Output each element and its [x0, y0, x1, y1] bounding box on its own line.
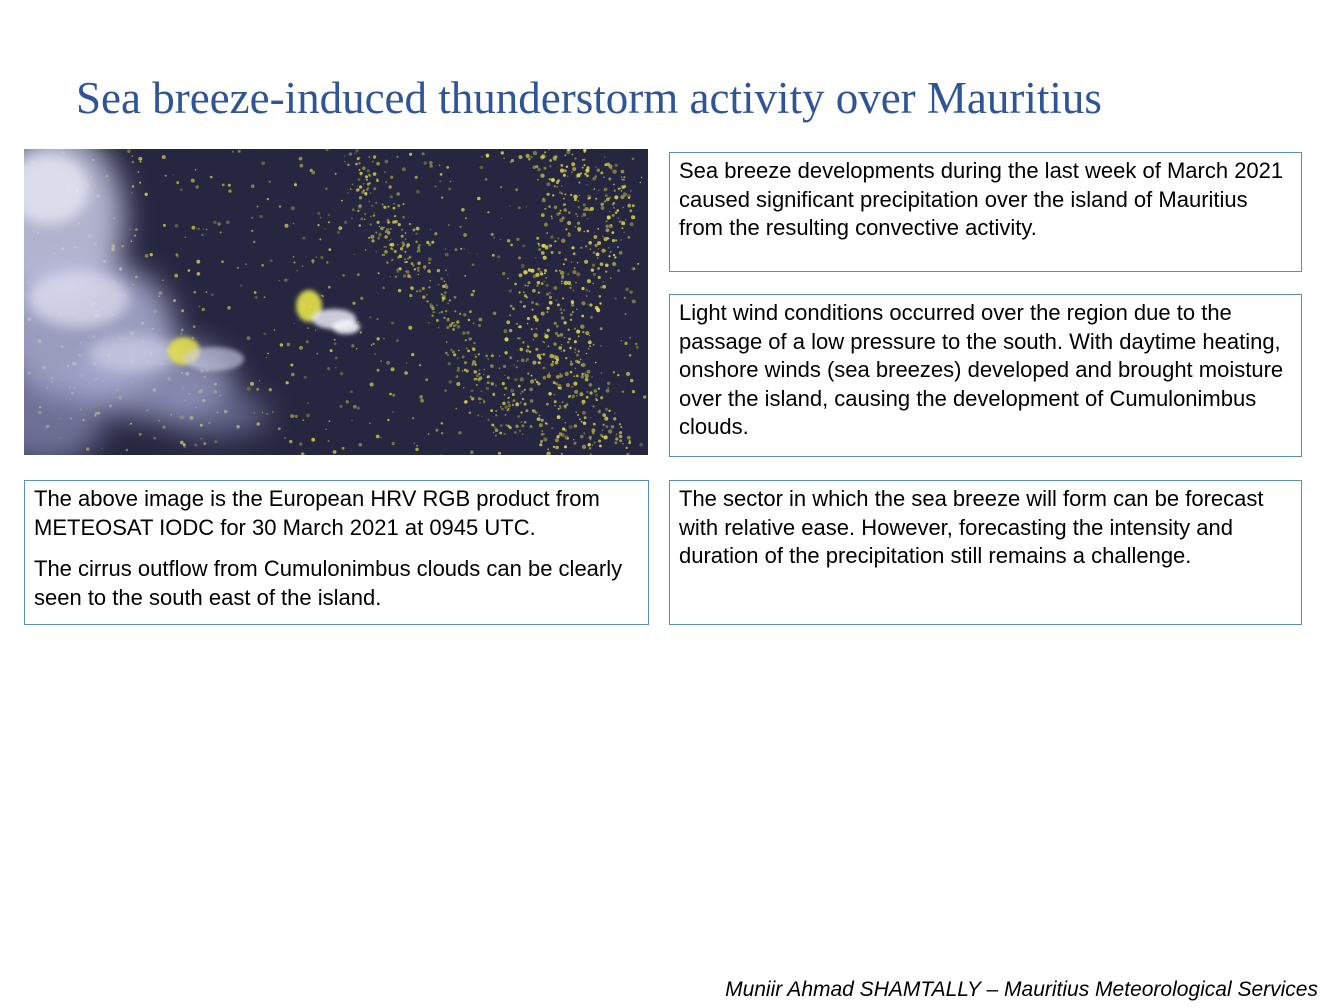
- conditions-text-box: [669, 294, 1302, 457]
- cirrus-outflow-text: The cirrus outflow from Cumulonimbus clouds can be clearly seen to the south east of the island.: [34, 556, 623, 610]
- satellite-image: [24, 149, 648, 455]
- intro-text-box: [669, 152, 1302, 272]
- conditions-text: Light wind conditions occurred over the region due to the passage of a low pressure to the south. With daytime heating, onshore winds (sea breezes) developed and brought moisture over the island, causing the development of Cumulonimbus clouds.: [679, 300, 1284, 439]
- forecast-text-box: [669, 480, 1302, 625]
- image-caption-box: [24, 480, 649, 625]
- image-caption-text: The above image is the European HRV RGB product from METEOSAT IODC for 30 March 2021 at 0945 UTC.: [34, 486, 600, 540]
- forecast-text: The sector in which the sea breeze will form can be forecast with relative ease. However, forecasting the intensity and duration of the precipitation still remains a challenge.: [679, 486, 1264, 568]
- intro-text: Sea breeze developments during the last week of March 2021 caused significant precipitation over the island of Mauritius from the resulting convective activity.: [679, 158, 1284, 240]
- footer-credit: Muniir Ahmad SHAMTALLY – Mauritius Meteorological Services: [725, 978, 1318, 1001]
- slide-title: Sea breeze-induced thunderstorm activity over Mauritius: [76, 73, 1102, 123]
